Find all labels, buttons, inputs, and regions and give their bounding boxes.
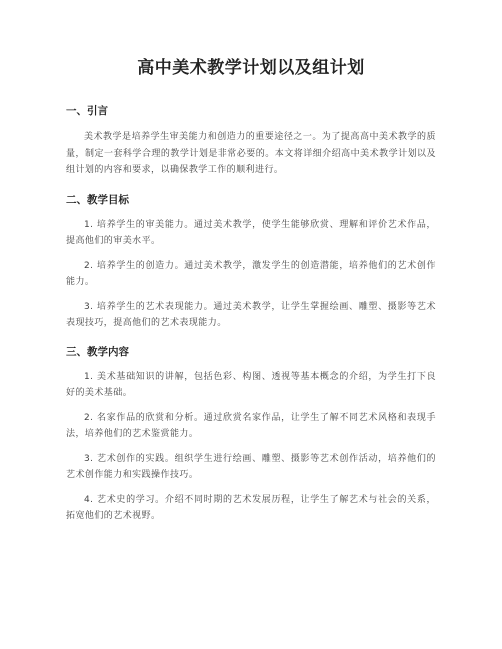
document-title: 高中美术教学计划以及组计划 xyxy=(137,58,365,78)
content-paragraph: 2. 名家作品的欣赏和分析。通过欣赏名家作品，让学生了解不同艺术风格和表现手法，培养他们的艺术鉴赏能力。 xyxy=(66,412,436,439)
section-heading-teaching-content: 三、教学内容 xyxy=(66,345,129,358)
section-teaching-goals xyxy=(66,193,436,332)
goal-paragraph: 2. 培养学生的创造力。通过美术教学，激发学生的创造潜能，培养他们的艺术创作能力。 xyxy=(66,260,436,287)
content-paragraph: 1. 美术基础知识的讲解，包括色彩、构图、透视等基本概念的介绍，为学生打下良好的美术基础。 xyxy=(66,371,436,398)
content-paragraph: 3. 艺术创作的实践。组织学生进行绘画、雕塑、摄影等艺术创作活动，培养他们的艺术创作能力和实践操作技巧。 xyxy=(66,453,436,480)
intro-paragraph: 美术教学是培养学生审美能力和创造力的重要途径之一。为了提高高中美术教学的质量，制定一套科学合理的教学计划是非常必要的。本文将详细介绍高中美术教学计划以及组计划的内容和要求，以确保教学工作的顺利进行。 xyxy=(66,132,436,175)
goal-paragraph: 3. 培养学生的艺术表现能力。通过美术教学，让学生掌握绘画、雕塑、摄影等艺术表现技巧，提高他们的艺术表现能力。 xyxy=(66,301,436,328)
section-heading-introduction: 一、引言 xyxy=(66,105,108,117)
content-paragraph: 4. 艺术史的学习。介绍不同时期的艺术发展历程，让学生了解艺术与社会的关系，拓宽他们的艺术视野。 xyxy=(66,494,436,521)
goal-paragraph: 1. 培养学生的审美能力。通过美术教学，使学生能够欣赏、理解和评价艺术作品，提高他们的审美水平。 xyxy=(66,219,436,246)
section-introduction xyxy=(66,104,436,179)
section-teaching-content xyxy=(66,345,436,525)
section-heading-teaching-goals: 二、教学目标 xyxy=(66,193,129,206)
